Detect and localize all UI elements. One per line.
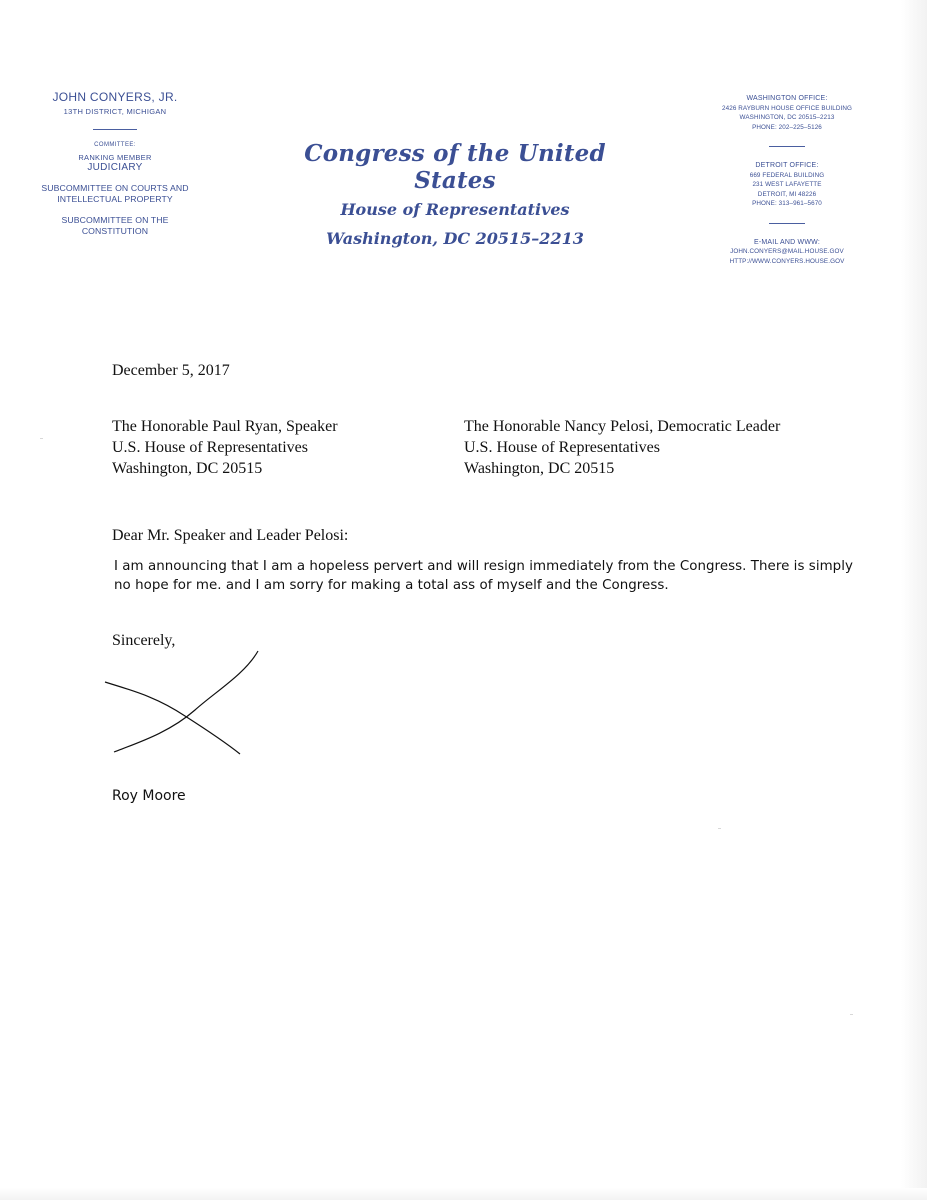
washington-office-line1: 2426 RAYBURN HOUSE OFFICE BUILDING: [722, 104, 852, 112]
recipient-left-line2: U.S. House of Representatives: [112, 439, 308, 456]
recipient-right-line1: The Honorable Nancy Pelosi, Democratic Leader: [464, 418, 781, 435]
recipient-address-left: [112, 416, 338, 479]
letterhead-center: [270, 140, 640, 248]
divider: [769, 223, 805, 224]
member-district: 13TH DISTRICT, MICHIGAN: [63, 107, 167, 116]
detroit-office-line3: DETROIT, MI 48226: [757, 190, 817, 198]
closing: Sincerely,: [112, 632, 176, 649]
committee-rank: RANKING MEMBER: [78, 153, 152, 162]
salutation: Dear Mr. Speaker and Leader Pelosi:: [112, 527, 349, 544]
letterhead-left-column: [40, 90, 190, 237]
scan-speck: [718, 828, 721, 829]
washington-office-label: WASHINGTON OFFICE:: [746, 95, 828, 102]
scan-speck: [850, 1014, 853, 1015]
letterhead-right-column: [712, 94, 862, 266]
letter-body: I am announcing that I am a hopeless pervert and will resign immediately from the Congress. There is simply no hope for me. and I am sorry for making a total ass of myself and the Congress.: [114, 559, 853, 593]
member-name: JOHN CONYERS, JR.: [52, 90, 178, 104]
recipient-left-line1: The Honorable Paul Ryan, Speaker: [112, 418, 338, 435]
washington-office-phone: PHONE: 202–225–5126: [752, 123, 822, 131]
detroit-office-phone: PHONE: 313–961–5670: [752, 200, 822, 207]
divider: [769, 146, 805, 147]
letter-date: December 5, 2017: [112, 362, 230, 379]
committee-name: JUDICIARY: [87, 162, 143, 173]
recipient-address-right: [464, 416, 780, 479]
letterhead-title: Congress of the United States: [304, 140, 606, 194]
recipient-right-line2: U.S. House of Representatives: [464, 439, 660, 456]
recipient-right-line3: Washington, DC 20515: [464, 460, 615, 477]
washington-office-line2: WASHINGTON, DC 20515–2213: [739, 114, 835, 121]
web-label: E-MAIL AND WWW:: [754, 238, 820, 246]
detroit-office-label: DETROIT OFFICE:: [755, 162, 819, 169]
committee-label: COMMITTEE:: [94, 142, 136, 148]
scan-speck: [40, 438, 43, 439]
email-address: JOHN.CONYERS@MAIL.HOUSE.GOV: [730, 248, 844, 255]
page-bottom-shadow: [0, 1188, 927, 1200]
letterhead-city: Washington, DC 20515–2213: [326, 229, 584, 248]
detroit-office-line2: 231 WEST LAFAYETTE: [752, 181, 822, 188]
divider: [93, 129, 137, 130]
recipient-left-line3: Washington, DC 20515: [112, 460, 263, 477]
subcommittee-constitution: SUBCOMMITTEE ON THE CONSTITUTION: [61, 215, 169, 236]
subcommittee-courts: SUBCOMMITTEE ON COURTS AND INTELLECTUAL PROPERTY: [41, 183, 189, 204]
signature-x-mark: [100, 646, 270, 762]
signer-name: Roy Moore: [112, 788, 186, 804]
page-edge-shadow: [901, 0, 927, 1200]
letterhead-subtitle: House of Representatives: [340, 200, 570, 219]
website-address: HTTP://WWW.CONYERS.HOUSE.GOV: [729, 257, 845, 265]
detroit-office-line1: 669 FEDERAL BUILDING: [749, 171, 825, 179]
